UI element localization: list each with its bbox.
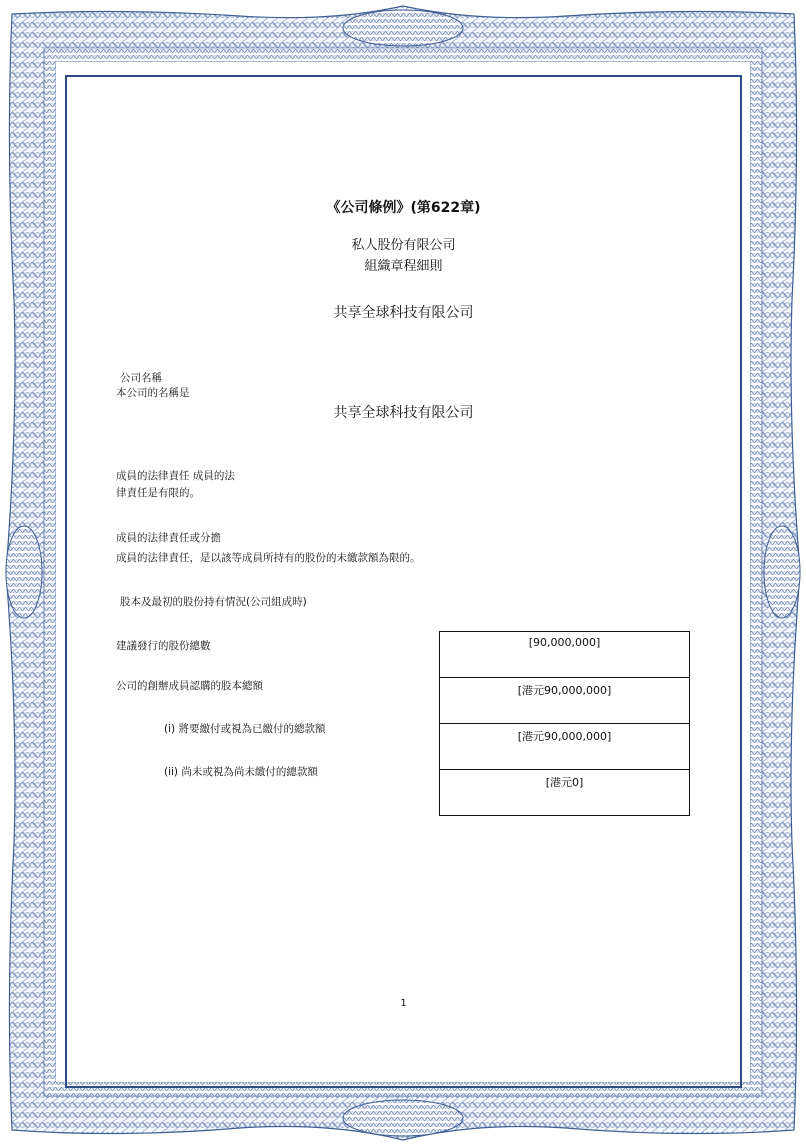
company-name-value: 共享全球科技有限公司 (333, 405, 474, 421)
table-row (440, 632, 690, 678)
paid-amount-value: [港元90,000,000] (440, 724, 690, 770)
left-medallion (6, 526, 42, 618)
page-number: 1 (400, 998, 407, 1009)
unpaid-amount-value: [港元0] (440, 770, 690, 816)
liability-contribution-statement: 成員的法律責任，是以該等成員所持有的股份的未繳款額為限的。 (116, 552, 421, 564)
subscribed-capital-value: [港元90,000,000] (440, 678, 690, 724)
liability-line-1: 成員的法律責任 成員的法 (116, 470, 235, 482)
company-name-header: 共享全球科技有限公司 (333, 305, 474, 321)
table-row (440, 770, 690, 816)
share-capital-heading: 股本及最初的股份持有情況(公司組成時) (120, 596, 307, 608)
table-row (440, 678, 690, 724)
ordinance-title: 《公司條例》(第622章) (326, 200, 481, 216)
table-row (440, 724, 690, 770)
doc-type-line-1: 私人股份有限公司 (351, 238, 456, 253)
right-medallion (764, 526, 800, 618)
top-medallion (343, 10, 463, 46)
share-row-label: (i) 將要繳付或視為已繳付的總款額 (164, 723, 326, 735)
liability-line-2: 律責任是有限的。 (116, 487, 200, 499)
liability-contribution-heading: 成員的法律責任或分擔 (116, 532, 221, 544)
document-page (66, 76, 741, 1087)
bottom-medallion (343, 1100, 463, 1136)
company-name-statement: 本公司的名稱是 (116, 387, 190, 399)
company-name-heading: 公司名稱 (120, 372, 162, 384)
share-total-value: [90,000,000] (440, 632, 690, 678)
share-row-label: 公司的創辦成員認購的股本總額 (116, 680, 263, 692)
share-capital-table (439, 631, 690, 816)
share-row-label: 建議發行的股份總數 (116, 640, 211, 652)
share-row-label: (ii) 尚未或視為尚未繳付的總款額 (164, 766, 318, 778)
doc-type-line-2: 組織章程細則 (364, 259, 443, 274)
